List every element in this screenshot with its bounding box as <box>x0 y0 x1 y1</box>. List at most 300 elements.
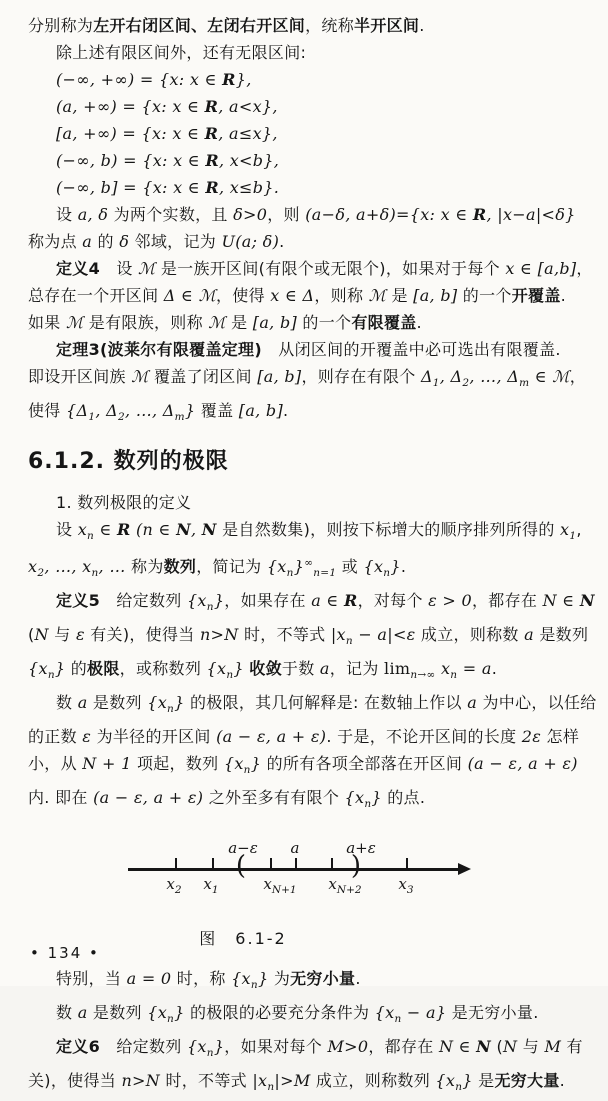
text-segment: } <box>54 659 66 678</box>
text-segment: R <box>117 520 131 539</box>
text-segment: 给定数列 <box>100 591 187 610</box>
text-segment: 称为点 <box>28 232 83 251</box>
text-segment: } <box>174 1003 185 1022</box>
text-segment: {x <box>435 1071 456 1090</box>
text-segment: 特别，当 <box>56 969 127 988</box>
text-segment: . <box>283 401 289 420</box>
text-segment: 覆盖 <box>195 401 239 420</box>
text-segment: 或 <box>336 557 364 576</box>
text-segment: [a, b] <box>252 313 298 332</box>
text-segment: n <box>243 764 251 776</box>
text-segment: 是数列 <box>87 693 148 712</box>
text-segment: ，使得 <box>215 286 271 305</box>
text-segment: . <box>491 659 498 678</box>
text-segment: a <box>467 693 478 712</box>
text-segment: , |x−a|<δ} <box>486 205 576 224</box>
text-segment: 的 <box>92 232 120 251</box>
text-segment: (−∞, b] = {x: x ∈ <box>56 178 206 197</box>
figure-label-above: a+ε <box>346 839 376 857</box>
text-segment: 成立，则称数列 <box>310 1071 436 1090</box>
text-segment: n <box>345 635 353 647</box>
text-segment: a <box>524 625 534 644</box>
text-segment: ε > 0 <box>428 591 472 610</box>
text-segment: 与 <box>48 625 76 644</box>
text-segment: n <box>47 669 55 681</box>
text-segment: 1 <box>88 411 96 423</box>
text-line <box>28 174 588 201</box>
figure-label-base: x <box>263 875 272 893</box>
text-segment: ε <box>82 727 92 746</box>
text-segment: a = 0 <box>126 969 172 988</box>
text-line <box>28 282 588 309</box>
text-segment: 是数列 <box>533 625 589 644</box>
figure-label-above: a−ε <box>228 839 258 857</box>
text-segment: 有限覆盖 <box>351 313 417 332</box>
figure-label-below <box>166 875 181 896</box>
text-segment: 有关)，使得当 <box>84 625 200 644</box>
text-segment: 收敛 <box>249 659 282 678</box>
text-segment: ℳ <box>131 367 149 386</box>
text-segment: 怎样 <box>541 727 580 746</box>
text-segment: ∞ <box>304 557 314 569</box>
text-segment: [a, b] <box>238 401 284 420</box>
figure-label-subscript: 2 <box>174 884 182 896</box>
text-segment: N ∈ <box>438 1037 477 1056</box>
text-segment: 是 <box>472 1071 495 1090</box>
text-segment: n <box>226 669 234 681</box>
text-segment: m <box>519 377 530 389</box>
text-segment: , <box>191 520 202 539</box>
text-segment: δ <box>119 232 130 251</box>
text-line <box>28 784 588 818</box>
text-segment: 定义6 <box>56 1037 101 1056</box>
text-segment: n→∞ <box>410 669 436 681</box>
tick-mark <box>295 858 297 871</box>
text-segment: } <box>250 754 262 773</box>
text-segment: 总存在一个开区间 <box>28 286 164 305</box>
text-line <box>28 965 588 999</box>
text-segment: x ∈ [a,b] <box>505 259 577 278</box>
text-segment: } <box>213 591 225 610</box>
text-segment: x <box>82 557 92 576</box>
text-segment: } <box>371 788 382 807</box>
figure-caption: 图 6.1-2 <box>199 929 287 948</box>
figure-label-subscript: 3 <box>406 884 414 896</box>
text-segment: , …, Δ <box>469 367 520 386</box>
text-segment: , <box>576 520 582 539</box>
text-line <box>28 93 588 120</box>
text-segment: ( <box>28 625 35 644</box>
text-segment: {x <box>147 693 168 712</box>
text-segment: {x <box>147 1003 168 1022</box>
text-segment: ， <box>576 259 593 278</box>
text-segment: . <box>416 313 422 332</box>
text-segment: 的 <box>65 659 88 678</box>
figure-label-base: x <box>398 875 407 893</box>
text-segment: 是一族开区间(有限个或无限个)，如果对于每个 <box>155 259 506 278</box>
text-segment: n>N <box>121 1071 161 1090</box>
text-line <box>28 587 595 621</box>
tick-mark <box>212 858 214 871</box>
text-segment: } <box>184 401 196 420</box>
text-segment: Δ <box>420 367 433 386</box>
axis-line <box>128 868 458 871</box>
text-segment: 为中心，以任给 <box>477 693 597 712</box>
text-segment: 定理3(波莱尔有限覆盖定理) <box>56 340 262 359</box>
text-segment: n=1 <box>313 567 337 579</box>
text-segment: 为半径的开区间 <box>91 727 217 746</box>
figure-label-subscript: 1 <box>211 884 219 896</box>
text-segment: , x<b}, <box>218 151 280 170</box>
text-segment: 给定数列 <box>100 1037 187 1056</box>
text-segment: a ∈ <box>311 591 344 610</box>
text-segment: . 于是，不论开区间的长度 <box>326 727 522 746</box>
text-segment: ，对每个 <box>357 591 429 610</box>
figure-label-subscript: N+2 <box>336 884 362 896</box>
text-segment: n>N <box>199 625 239 644</box>
interval-paren-close: ) <box>350 851 362 881</box>
text-segment: ，都存在 <box>472 591 543 610</box>
text-segment: n <box>364 798 372 810</box>
text-segment: 如果 <box>28 313 66 332</box>
text-segment: ε <box>75 625 85 644</box>
text-segment: 6.1.2. 数列的极限 <box>28 449 229 474</box>
text-line <box>28 621 588 655</box>
text-line <box>28 516 588 550</box>
text-line <box>28 1067 588 1101</box>
text-segment: (−∞, b) = {x: x ∈ <box>56 151 206 170</box>
text-segment: [a, b] <box>413 286 458 305</box>
page-number: • 134 • <box>30 944 100 962</box>
text-segment: 邻域，记为 <box>129 232 222 251</box>
text-segment: , a≤x}, <box>218 124 278 143</box>
text-segment: ℳ <box>208 313 226 332</box>
tick-mark <box>270 858 272 871</box>
text-line <box>28 397 588 431</box>
text-segment: (a−δ, a+δ)={x: x ∈ <box>305 205 473 224</box>
text-segment: 关)，使得当 <box>28 1071 122 1090</box>
text-segment: 数 <box>56 693 78 712</box>
text-line <box>28 723 588 750</box>
text-segment: ℳ <box>368 286 387 305</box>
text-segment: 为 <box>268 969 291 988</box>
text-segment: 内. 即在 <box>28 788 94 807</box>
text-segment: n <box>91 567 99 579</box>
text-segment: 时，不等式 <box>238 625 331 644</box>
text-segment: R <box>204 124 219 143</box>
text-segment: ，则存在有限个 <box>301 367 421 386</box>
text-segment: 数列 <box>163 557 197 576</box>
text-segment: n <box>206 1047 214 1059</box>
tick-mark <box>331 858 333 871</box>
tick-mark <box>406 858 408 871</box>
text-segment: 的点. <box>381 788 426 807</box>
text-segment: a <box>319 659 330 678</box>
text-segment: |x <box>330 625 346 644</box>
text-line <box>28 12 588 39</box>
text-line <box>28 655 588 689</box>
text-segment: N <box>579 591 595 610</box>
text-segment: − a|<ε <box>352 625 416 644</box>
text-segment: 是 <box>225 313 253 332</box>
text-segment: ，则 <box>267 205 306 224</box>
figure-number-line <box>28 838 588 912</box>
figure-label-below <box>263 875 296 896</box>
text-segment: 分别称为 <box>28 16 94 35</box>
text-segment: }, <box>235 70 252 89</box>
text-segment: 小，从 <box>28 754 83 773</box>
text-segment: N ∈ <box>542 591 580 610</box>
text-segment: . <box>355 969 361 988</box>
text-segment: R <box>205 151 219 170</box>
text-segment: ，则称 <box>314 286 369 305</box>
text-segment: 1 <box>569 530 577 542</box>
text-segment: R <box>205 178 219 197</box>
text-segment: n <box>286 567 294 579</box>
figure-label-base: x <box>166 875 175 893</box>
text-segment: a, δ <box>77 205 109 224</box>
text-segment: {x <box>206 659 227 678</box>
text-segment: 即设开区间族 <box>28 367 132 386</box>
text-segment: 设 <box>56 520 78 539</box>
figure-label-below <box>398 875 413 896</box>
text-segment: 之外至多有有限个 <box>203 788 345 807</box>
text-segment: a <box>82 232 93 251</box>
text-segment: . <box>560 286 567 305</box>
interval-paren-open: ( <box>235 851 247 881</box>
text-segment: 2 <box>117 411 125 423</box>
text-segment: {x <box>374 1003 395 1022</box>
text-segment: 使得 <box>28 401 66 420</box>
text-segment: 项起，数列 <box>131 754 224 773</box>
text-segment: 无穷大量 <box>494 1071 560 1090</box>
text-segment: {x <box>186 1037 207 1056</box>
text-segment: ，都存在 <box>368 1037 439 1056</box>
text-segment: n <box>167 1013 175 1025</box>
text-segment: 成立，则称数 <box>415 625 525 644</box>
text-line <box>28 1033 588 1067</box>
page-text <box>28 12 597 1101</box>
text-line <box>28 363 588 397</box>
text-segment: . <box>559 1071 566 1090</box>
text-segment: R <box>343 591 358 610</box>
text-segment: 有 <box>561 1037 583 1056</box>
text-segment: 设 <box>56 205 78 224</box>
text-segment: 无穷小量 <box>290 969 356 988</box>
text-segment: 是有限族，则称 <box>83 313 209 332</box>
text-segment: n <box>87 530 95 542</box>
text-segment: 覆盖了闭区间 <box>148 367 258 386</box>
text-line <box>28 750 588 784</box>
figure-label-subscript: N+1 <box>271 884 297 896</box>
text-segment: {x <box>231 969 251 988</box>
text-segment: m <box>174 411 185 423</box>
tick-mark <box>175 858 177 871</box>
text-segment: n <box>250 979 258 991</box>
text-segment: x <box>77 520 88 539</box>
text-segment: , Δ <box>439 367 463 386</box>
text-segment: (a − ε, a + ε) <box>93 788 204 807</box>
text-segment: , Δ <box>95 401 118 420</box>
text-segment: 开覆盖 <box>511 286 561 305</box>
text-segment: ，简记为 <box>196 557 267 576</box>
text-segment: 2 <box>462 377 470 389</box>
text-segment: n <box>450 669 458 681</box>
text-segment: n <box>267 1081 275 1093</box>
text-segment: x <box>28 557 38 576</box>
text-segment: ( <box>491 1037 504 1056</box>
text-segment: . <box>400 557 407 576</box>
text-segment: {x <box>363 557 384 576</box>
text-segment: ，如果存在 <box>224 591 312 610</box>
text-segment: n <box>167 703 175 715</box>
text-segment: 从闭区间的开覆盖中必可选出有限覆盖. <box>261 340 561 359</box>
text-segment: 2 <box>37 567 45 579</box>
text-segment: [a, +∞) = {x: x ∈ <box>56 124 205 143</box>
text-segment: = a <box>457 659 492 678</box>
text-segment: n <box>206 601 214 613</box>
text-segment: } <box>213 1037 225 1056</box>
text-segment: n <box>455 1081 463 1093</box>
text-line <box>28 39 588 66</box>
text-line <box>28 999 588 1033</box>
text-segment: } <box>233 659 244 678</box>
text-segment: 半开区间 <box>354 16 420 35</box>
text-segment: |x <box>252 1071 268 1090</box>
text-segment: 除上述有限区间外，还有无限区间: <box>56 43 307 62</box>
text-line <box>28 201 588 228</box>
text-segment: 定义5 <box>56 591 101 610</box>
text-segment: [a, b] <box>257 367 302 386</box>
text-segment: , a<x}, <box>218 97 278 116</box>
text-line <box>28 309 588 336</box>
text-segment: M>0 <box>327 1037 369 1056</box>
text-segment: 2ε <box>521 727 542 746</box>
text-segment: lim <box>384 659 411 678</box>
text-segment: ，记为 <box>329 659 385 678</box>
text-segment: Δ ∈ ℳ <box>163 286 216 305</box>
text-segment: 数 <box>56 1003 78 1022</box>
text-segment: 称为 <box>131 557 164 576</box>
text-segment: {x <box>186 591 207 610</box>
text-segment: x <box>560 520 570 539</box>
text-segment: (n ∈ <box>130 520 177 539</box>
text-segment: R <box>472 205 487 224</box>
text-segment: , x≤b}. <box>218 178 280 197</box>
text-segment: {x <box>344 788 365 807</box>
text-line <box>28 336 588 363</box>
section-heading <box>28 447 588 477</box>
text-segment: ，如果对每个 <box>224 1037 328 1056</box>
text-segment: (a, +∞) = {x: x ∈ <box>56 97 205 116</box>
text-segment: R <box>204 97 219 116</box>
figure-label-base: x <box>328 875 337 893</box>
text-segment: {x <box>28 659 48 678</box>
text-segment: 是 <box>386 286 414 305</box>
text-segment: N <box>176 520 191 539</box>
text-segment: N <box>503 1037 518 1056</box>
figure-label-below <box>203 875 218 896</box>
text-segment: 1. 数列极限的定义 <box>56 493 192 512</box>
text-segment: 的极限，其几何解释是: 在数轴上作以 <box>184 693 468 712</box>
text-segment: {Δ <box>66 401 89 420</box>
text-line <box>28 689 597 723</box>
text-segment: . <box>279 232 285 251</box>
text-segment: {x <box>266 557 287 576</box>
text-line <box>28 147 588 174</box>
text-segment: N <box>476 1037 492 1056</box>
text-segment: ℳ <box>138 259 156 278</box>
text-segment: ，或称数列 <box>119 659 207 678</box>
text-segment: ，统称 <box>305 16 355 35</box>
text-segment: R <box>222 70 236 89</box>
text-segment: |>M <box>274 1071 311 1090</box>
text-segment: x ∈ Δ <box>270 286 315 305</box>
text-segment: δ>0 <box>233 205 268 224</box>
text-segment: 时，不等式 <box>160 1071 253 1090</box>
text-segment: ∈ <box>94 520 117 539</box>
text-segment: 设 <box>100 259 139 278</box>
text-segment: 的所有各项全部落在开区间 <box>261 754 468 773</box>
text-segment: {x <box>223 754 244 773</box>
figure-label-below <box>328 875 361 896</box>
text-segment: N + 1 <box>82 754 132 773</box>
text-segment: ， <box>569 367 587 386</box>
text-line <box>28 489 588 516</box>
text-segment: } <box>462 1071 473 1090</box>
text-line <box>28 255 593 282</box>
text-segment: M <box>544 1037 562 1056</box>
text-segment: 为两个实数，且 <box>108 205 234 224</box>
axis-arrow-right <box>458 863 471 875</box>
text-segment: 左开右闭区间、左闭右开区间 <box>93 16 306 35</box>
text-line <box>28 228 588 255</box>
text-segment: 1 <box>432 377 440 389</box>
text-segment: 是自然数集)，则按下标增大的顺序排列所得的 <box>216 520 561 539</box>
text-line <box>28 550 588 587</box>
text-segment: N <box>34 625 49 644</box>
text-segment: a <box>77 693 88 712</box>
text-segment: } <box>257 969 269 988</box>
text-segment: n <box>394 1013 402 1025</box>
text-segment: n <box>383 567 391 579</box>
text-segment: − a} <box>401 1003 447 1022</box>
figure-label-above: a <box>290 839 300 857</box>
text-segment: 是无穷小量. <box>446 1003 539 1022</box>
text-segment: , …, <box>44 557 83 576</box>
text-segment: } <box>293 557 305 576</box>
text-segment: } <box>174 693 185 712</box>
text-segment: 是数列 <box>87 1003 148 1022</box>
text-segment: (a − ε, a + ε) <box>216 727 327 746</box>
text-segment: ℳ <box>66 313 84 332</box>
text-segment: N <box>201 520 217 539</box>
text-segment: , … <box>98 557 132 576</box>
text-segment: 的极限的必要充分条件为 <box>184 1003 375 1022</box>
figure-label-base: x <box>203 875 212 893</box>
text-segment: 时，称 <box>171 969 232 988</box>
text-segment: U(a; δ) <box>221 232 280 251</box>
text-segment: 的一个 <box>457 286 512 305</box>
text-segment: . <box>419 16 425 35</box>
text-segment: x <box>440 659 451 678</box>
text-line <box>28 120 588 147</box>
text-segment: ∈ ℳ <box>529 367 570 386</box>
text-segment: } <box>390 557 401 576</box>
text-segment: 的正数 <box>28 727 83 746</box>
text-segment: (−∞, +∞) = {x: x ∈ <box>56 70 223 89</box>
text-segment: , …, Δ <box>124 401 175 420</box>
